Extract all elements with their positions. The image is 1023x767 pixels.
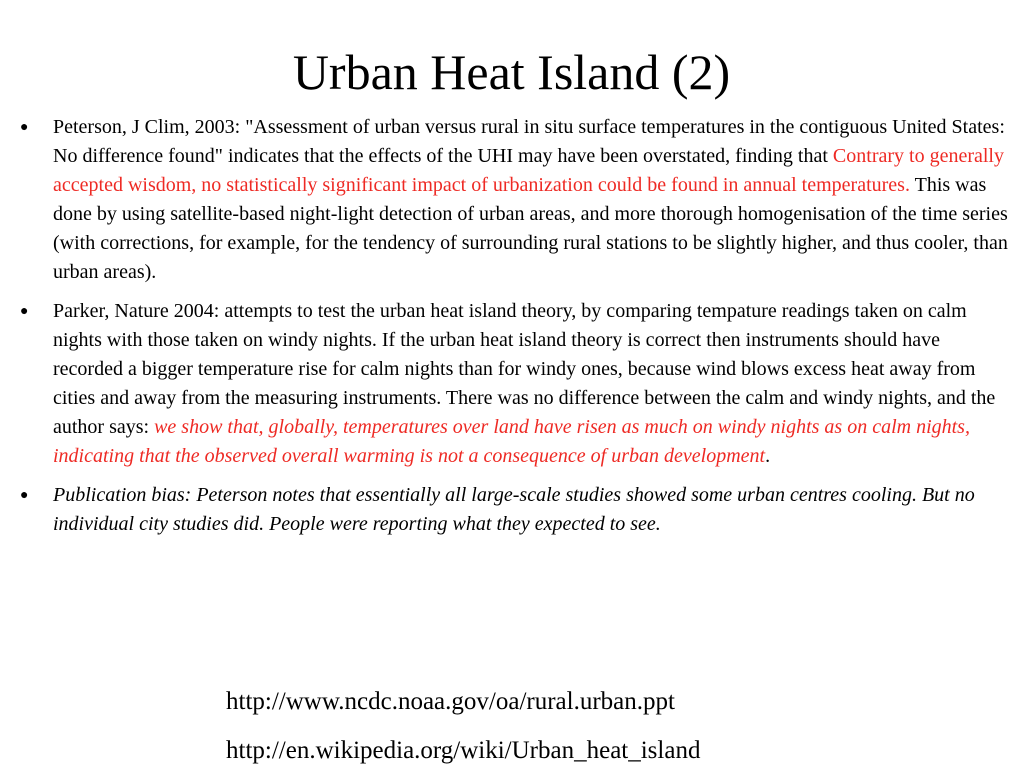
bullet-text: Peterson, J Clim, 2003: "Assessment of urban versus rural in situ surface temperatures in the contiguous United States: No difference found" indicates that the effects of the UHI may have been overstated, finding that	[53, 116, 1005, 167]
bullet-dot-icon: ●	[20, 304, 29, 319]
slide-title: Urban Heat Island (2)	[292, 44, 731, 100]
bullet-highlight: we show that, globally, temperatures over land have risen as much on windy nights as on calm nights, indicating that the observed overall warming is not a consequence of urban development	[53, 416, 970, 467]
link-ncdc-ppt[interactable]: http://www.ncdc.noaa.gov/oa/rural.urban.ppt	[226, 688, 675, 715]
bullet-parker-2004	[20, 297, 1010, 471]
bullet-list	[20, 113, 1010, 549]
bullet-text: .	[765, 445, 771, 467]
bullet-text: Parker, Nature 2004: attempts to test the urban heat island theory, by comparing tempature readings taken on calm nights with those taken on windy nights. If the urban heat island theory is correct then instruments should have recorded a bigger temperature rise for calm nights than for windy ones, because wind blows excess heat away from cities and away from the measuring instruments. There was no difference between the calm and windy nights, and the author says:	[53, 300, 996, 438]
bullet-text: Publication bias: Peterson notes that essentially all large-scale studies showed some urban centres cooling. But no individual city studies did. People were reporting what they expected to see.	[53, 484, 975, 535]
bullet-highlight: Contrary to generally accepted wisdom, no statistically significant impact of urbanization could be found in annual temperatures.	[53, 145, 1004, 196]
link-wikipedia-uhi[interactable]: http://en.wikipedia.org/wiki/Urban_heat_island	[226, 737, 701, 764]
bullet-dot-icon: ●	[20, 488, 29, 503]
bullet-dot-icon: ●	[20, 120, 29, 135]
bullet-publication-bias	[20, 481, 1010, 539]
bullet-peterson-2003	[20, 113, 1010, 287]
bullet-text: This was done by using satellite-based night-light detection of urban areas, and more thorough homogenisation of the time series (with corrections, for example, for the tendency of surrounding rural stations to be slightly higher, and thus cooler, than urban areas).	[53, 174, 1008, 283]
